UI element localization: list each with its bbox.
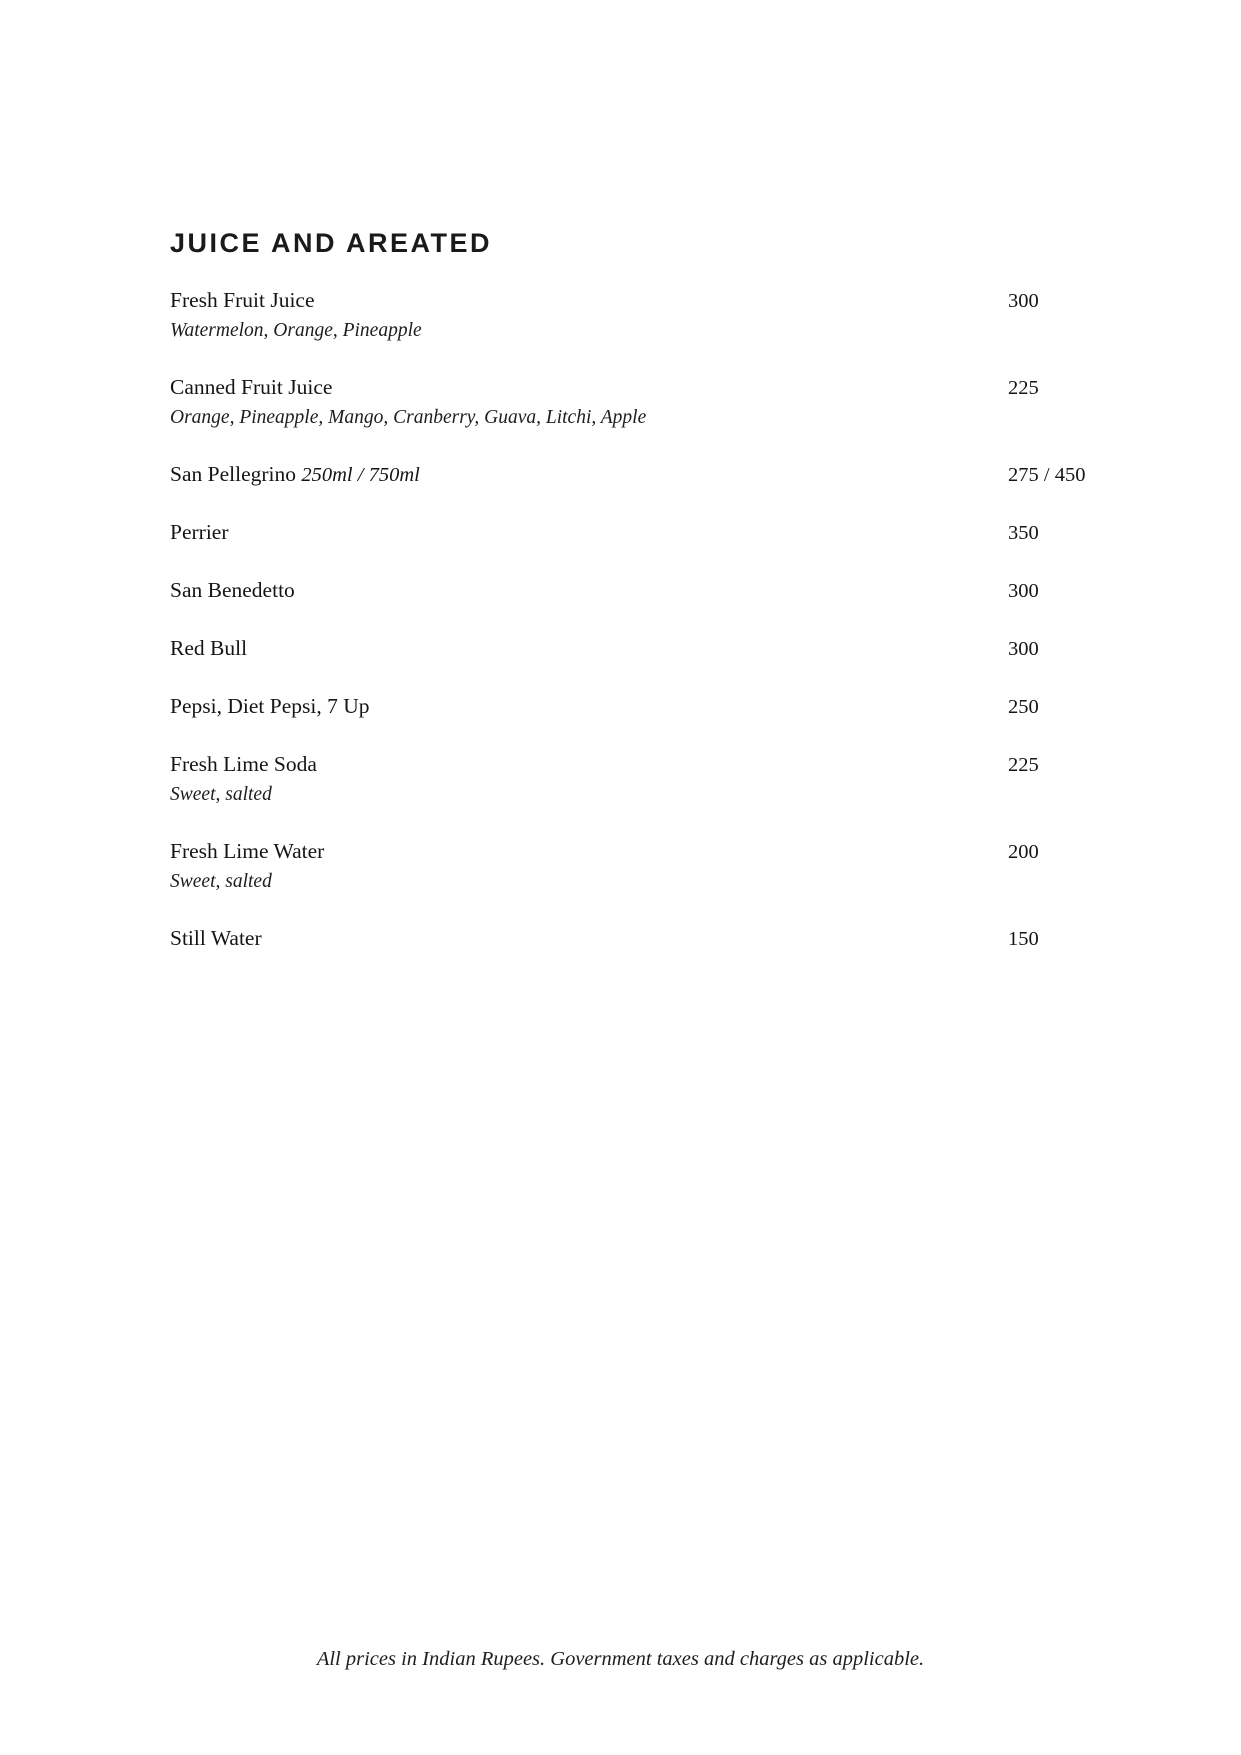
menu-item-row xyxy=(170,924,1181,954)
item-name-text: San Pellegrino xyxy=(170,462,302,486)
item-name xyxy=(170,750,1008,779)
menu-item xyxy=(170,750,1181,809)
item-name xyxy=(170,634,1008,663)
item-name-text: Fresh Lime Soda xyxy=(170,752,317,776)
item-description: Watermelon, Orange, Pineapple xyxy=(170,320,422,341)
item-name xyxy=(170,286,1008,315)
item-price: 225 xyxy=(1008,377,1039,399)
menu-item xyxy=(170,924,1181,954)
item-size: 250ml / 750ml xyxy=(301,464,420,486)
item-price: 150 xyxy=(1008,928,1039,950)
menu-items-list xyxy=(170,286,1181,954)
item-name-text: San Benedetto xyxy=(170,578,295,602)
item-price: 250 xyxy=(1008,696,1039,718)
menu-item-row xyxy=(170,692,1181,722)
item-price: 300 xyxy=(1008,580,1039,602)
item-description: Sweet, salted xyxy=(170,871,272,892)
menu-item xyxy=(170,286,1181,345)
menu-item xyxy=(170,634,1181,664)
item-name-text: Fresh Lime Water xyxy=(170,839,325,863)
menu-item-row xyxy=(170,286,1181,316)
item-description: Sweet, salted xyxy=(170,784,272,805)
menu-item xyxy=(170,518,1181,548)
item-name xyxy=(170,692,1008,721)
item-name-text: Fresh Fruit Juice xyxy=(170,288,315,312)
menu-content xyxy=(170,228,1181,982)
menu-item xyxy=(170,460,1181,490)
item-price: 200 xyxy=(1008,841,1039,863)
item-price: 225 xyxy=(1008,754,1039,776)
section-title: JUICE AND AREATED xyxy=(170,228,493,258)
item-price: 275 / 450 xyxy=(1008,464,1086,486)
item-name-text: Pepsi, Diet Pepsi, 7 Up xyxy=(170,694,370,718)
item-price: 300 xyxy=(1008,638,1039,660)
menu-item-row xyxy=(170,634,1181,664)
menu-item-row xyxy=(170,518,1181,548)
item-name xyxy=(170,460,1008,490)
menu-item xyxy=(170,692,1181,722)
item-name-text: Red Bull xyxy=(170,636,248,660)
item-name-text: Canned Fruit Juice xyxy=(170,375,333,399)
menu-item-row xyxy=(170,373,1181,403)
item-price: 350 xyxy=(1008,522,1039,544)
item-price: 300 xyxy=(1008,290,1039,312)
item-name xyxy=(170,518,1008,547)
menu-item-row xyxy=(170,750,1181,780)
menu-item xyxy=(170,373,1181,432)
menu-item-row xyxy=(170,576,1181,606)
item-name xyxy=(170,373,1008,402)
item-description: Orange, Pineapple, Mango, Cranberry, Guava, Litchi, Apple xyxy=(170,407,647,428)
menu-item-row xyxy=(170,837,1181,867)
menu-item-row xyxy=(170,460,1181,490)
item-name xyxy=(170,576,1008,605)
item-name xyxy=(170,924,1008,953)
item-name xyxy=(170,837,1008,866)
item-name-text: Perrier xyxy=(170,520,229,544)
item-name-text: Still Water xyxy=(170,926,262,950)
menu-item xyxy=(170,576,1181,606)
footer-note: All prices in Indian Rupees. Government taxes and charges as applicable. xyxy=(316,1648,925,1670)
menu-item xyxy=(170,837,1181,896)
